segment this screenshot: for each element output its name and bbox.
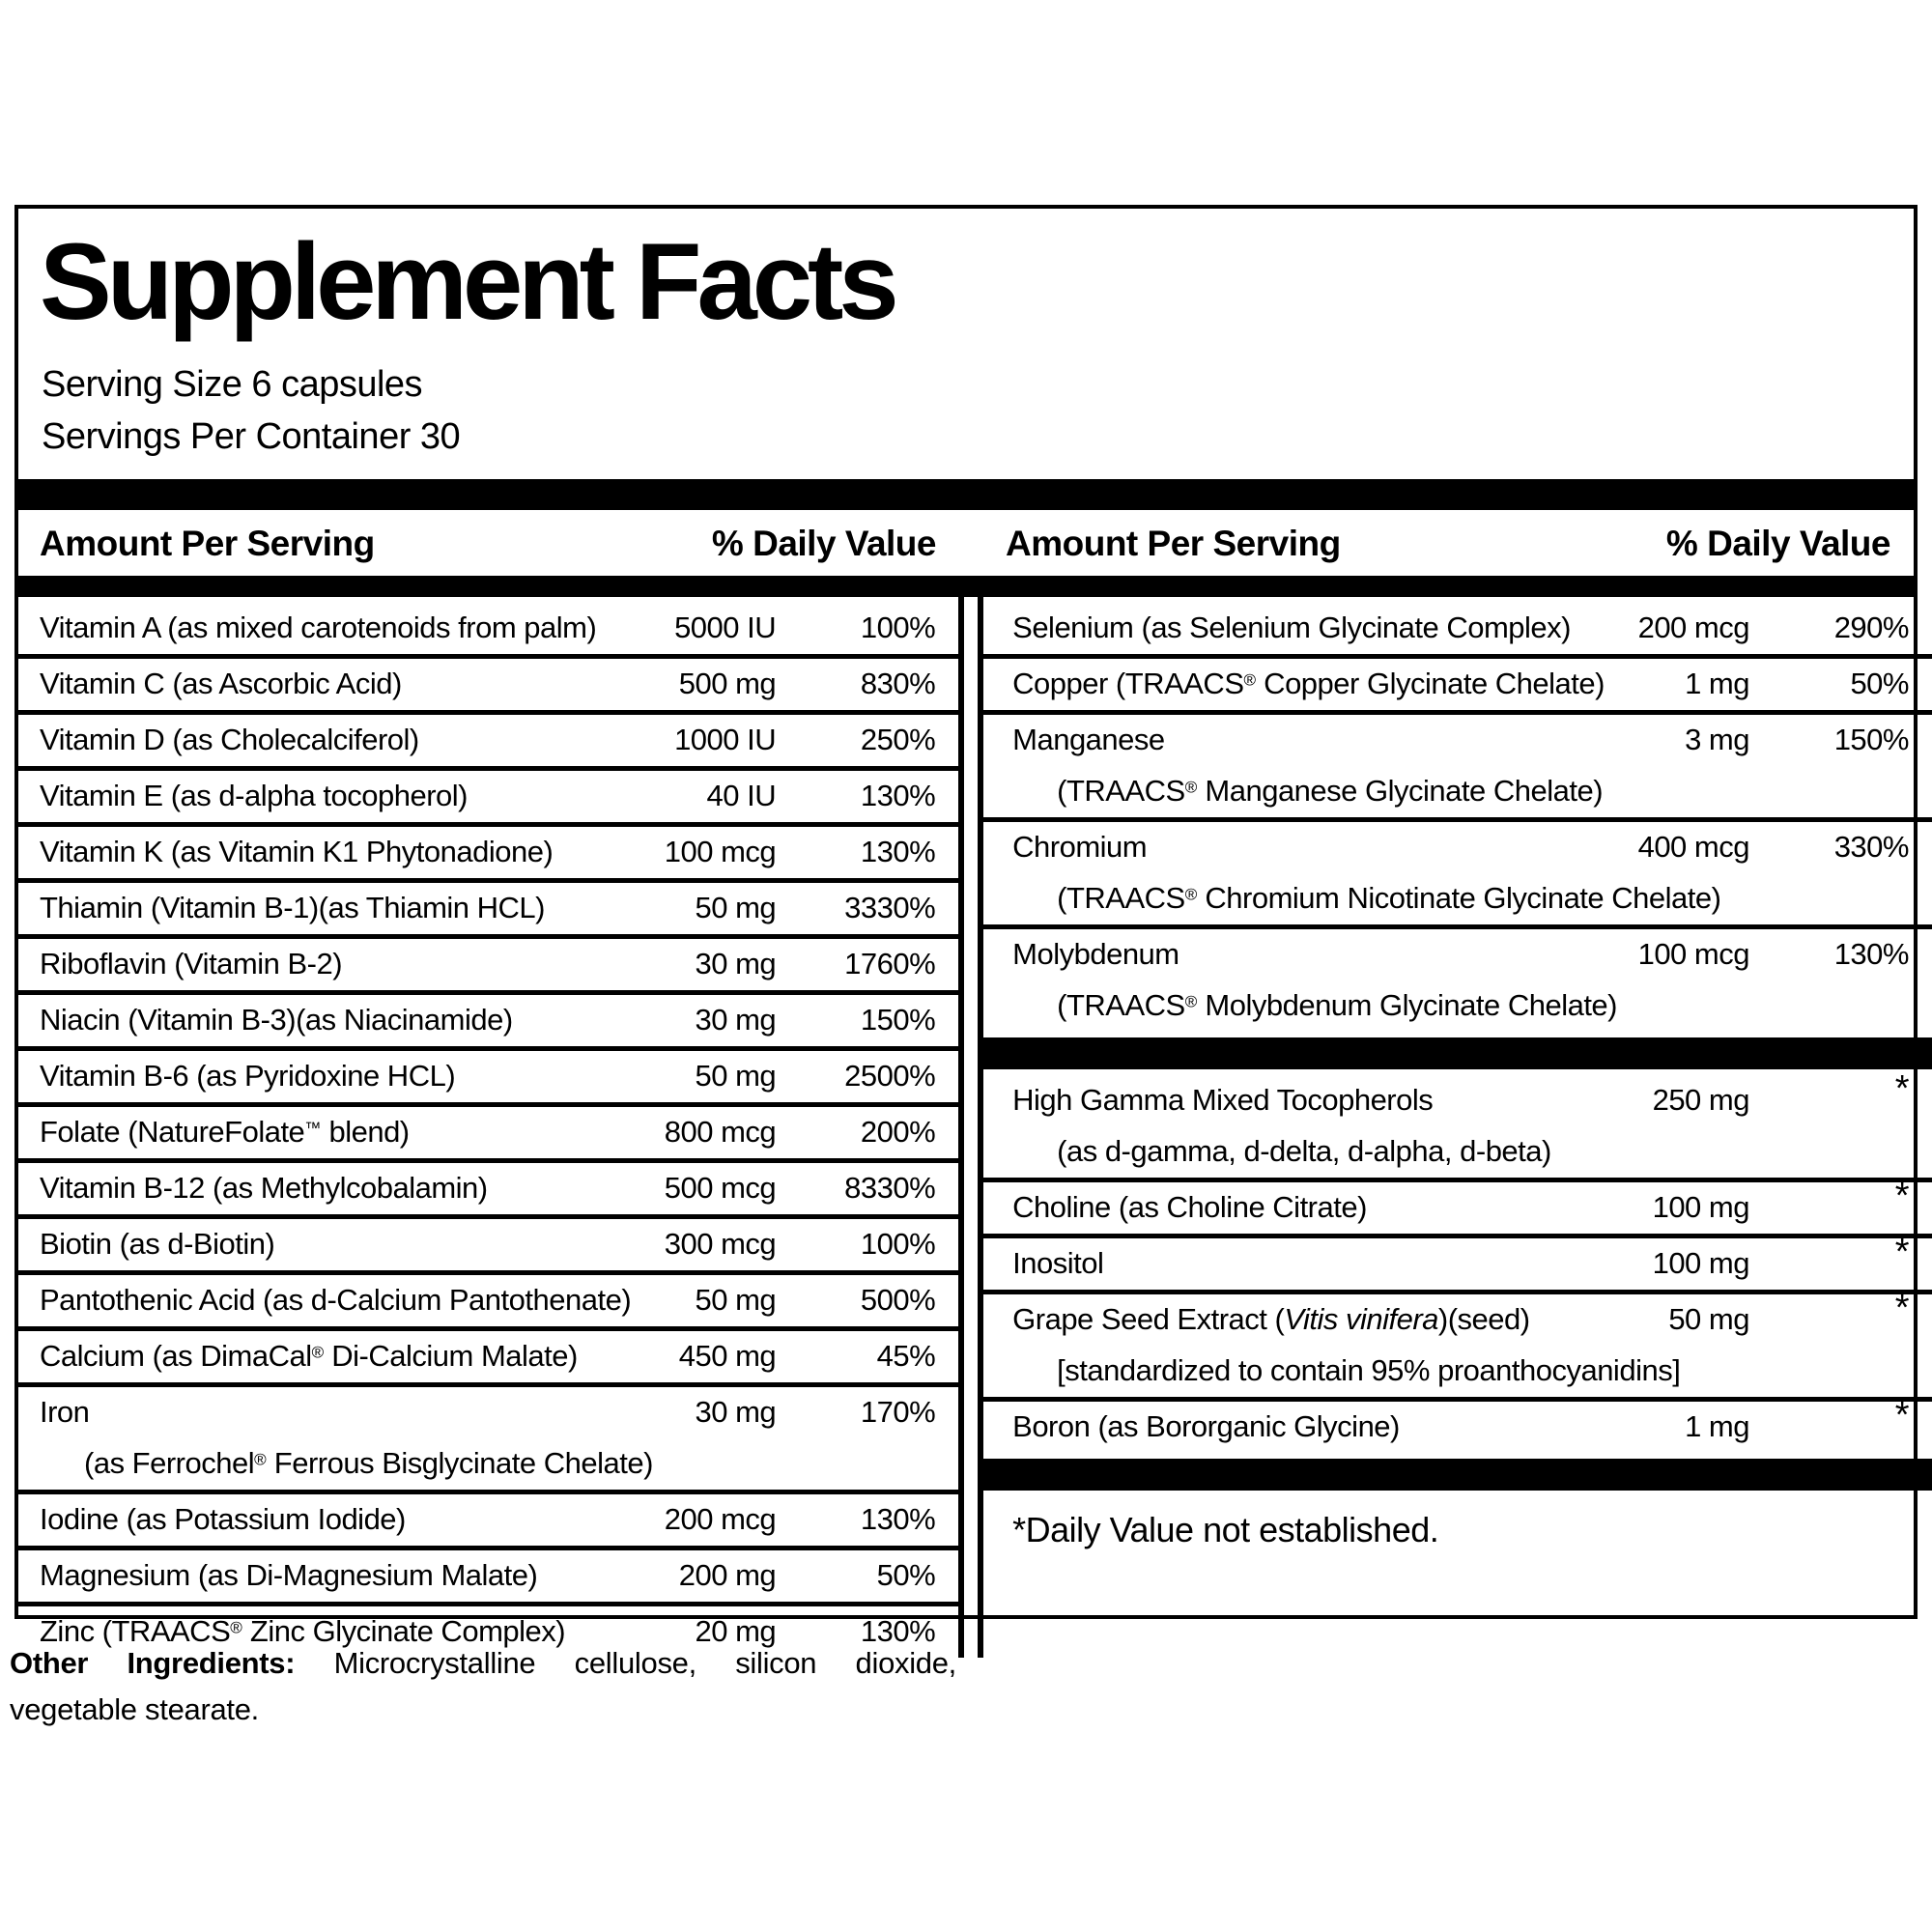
row-amount: 200 mg — [678, 1558, 777, 1593]
row-amount: 500 mg — [678, 667, 777, 701]
row-amount: 800 mcg — [664, 1115, 777, 1150]
servings-per-container: Servings Per Container 30 — [42, 415, 461, 457]
table-row — [40, 827, 935, 878]
table-row — [40, 1219, 935, 1270]
table-row — [1012, 1394, 1909, 1453]
row-daily-value: * — [1894, 1067, 1909, 1109]
row-name: Manganese — [1012, 723, 1165, 757]
registered-symbol: ® — [254, 1450, 267, 1469]
row-subtext-label: (TRAACS® Manganese Glycinate Chelate) — [1057, 774, 1604, 809]
row-subtext-label: [standardized to contain 95% proanthocyanidins] — [1057, 1353, 1681, 1388]
row-name: Folate (NatureFolate™ blend) — [40, 1115, 410, 1150]
row-daily-value: 100% — [860, 611, 936, 645]
row-name: Grape Seed Extract (Vitis vinifera)(seed) — [1012, 1302, 1530, 1337]
right-column-header — [973, 510, 1914, 576]
row-name: Choline (as Choline Citrate) — [1012, 1190, 1367, 1225]
row-daily-value: * — [1894, 1394, 1909, 1435]
table-row — [1012, 659, 1909, 710]
row-amount: 100 mcg — [1637, 937, 1749, 972]
row-name: Biotin (as d-Biotin) — [40, 1227, 275, 1262]
row-daily-value: 50% — [1850, 667, 1909, 701]
table-row — [1012, 603, 1909, 654]
row-name: Zinc (TRAACS® Zinc Glycinate Complex) — [40, 1614, 566, 1649]
row-daily-value: 290% — [1833, 611, 1909, 645]
table-row — [40, 1107, 935, 1158]
left-column-header — [18, 510, 959, 576]
row-name: Selenium (as Selenium Glycinate Complex) — [1012, 611, 1571, 645]
row-daily-value: 130% — [1833, 937, 1909, 972]
supplement-facts-panel — [14, 205, 1918, 1649]
row-daily-value: 45% — [876, 1339, 936, 1374]
nutrient-tables — [18, 597, 1914, 1649]
row-name: Vitamin A (as mixed carotenoids from palm) — [40, 611, 597, 645]
row-daily-value: 170% — [860, 1395, 936, 1430]
table-row — [40, 771, 935, 822]
section-bar — [983, 1459, 1932, 1491]
table-row — [1012, 929, 1909, 980]
section-bar — [983, 1037, 1932, 1069]
registered-symbol: ® — [1184, 992, 1198, 1011]
panel-title: Supplement Facts — [40, 221, 895, 342]
row-amount: 50 mg — [695, 891, 777, 925]
row-name: Pantothenic Acid (as d-Calcium Pantothenate) — [40, 1283, 632, 1318]
row-amount: 50 mg — [695, 1283, 777, 1318]
column-headers — [18, 510, 1914, 576]
divider-bar-top — [18, 479, 1914, 510]
row-daily-value: 250% — [860, 723, 936, 757]
divider-bar-under-headers — [18, 576, 1914, 597]
row-daily-value: 500% — [860, 1283, 936, 1318]
row-subtext-label: (TRAACS® Molybdenum Glycinate Chelate) — [1057, 988, 1617, 1023]
row-amount: 50 mg — [695, 1059, 777, 1094]
row-subtext — [1012, 766, 1909, 817]
row-name: Riboflavin (Vitamin B-2) — [40, 947, 343, 981]
row-daily-value: 130% — [860, 835, 936, 869]
row-amount: 1000 IU — [674, 723, 777, 757]
table-row — [40, 1550, 935, 1602]
row-amount: 40 IU — [706, 779, 777, 813]
row-amount: 100 mg — [1652, 1190, 1749, 1225]
row-amount: 200 mcg — [1637, 611, 1749, 645]
row-subtext — [1012, 1126, 1909, 1178]
registered-symbol: ® — [1184, 778, 1198, 797]
table-row — [1012, 1175, 1909, 1234]
row-amount: 100 mg — [1652, 1246, 1749, 1281]
row-amount: 30 mg — [695, 947, 777, 981]
row-name: High Gamma Mixed Tocopherols — [1012, 1083, 1434, 1118]
row-amount: 30 mg — [695, 1003, 777, 1037]
row-name: Iron — [40, 1395, 90, 1430]
row-name: Copper (TRAACS® Copper Glycinate Chelate) — [1012, 667, 1605, 701]
row-name: Vitamin C (as Ascorbic Acid) — [40, 667, 402, 701]
row-daily-value: 100% — [860, 1227, 936, 1262]
row-amount: 1 mg — [1685, 667, 1749, 701]
row-daily-value: * — [1894, 1287, 1909, 1328]
row-amount: 50 mg — [1668, 1302, 1749, 1337]
table-row — [40, 995, 935, 1046]
table-row — [40, 603, 935, 654]
left-nutrient-table — [18, 597, 964, 1658]
registered-symbol: ® — [1243, 670, 1257, 690]
row-name: Inositol — [1012, 1246, 1104, 1281]
table-row — [1012, 1067, 1909, 1126]
row-subtext-label: (as Ferrochel® Ferrous Bisglycinate Chelate) — [84, 1446, 653, 1481]
daily-value-header: % Daily Value — [1665, 523, 1890, 563]
row-name: Vitamin E (as d-alpha tocopherol) — [40, 779, 469, 813]
amount-per-serving-header: Amount Per Serving — [40, 523, 375, 563]
table-row — [40, 883, 935, 934]
other-ingredients — [10, 1640, 956, 1733]
table-row — [40, 1163, 935, 1214]
table-row — [40, 659, 935, 710]
table-row — [1012, 715, 1909, 766]
row-name: Niacin (Vitamin B-3)(as Niacinamide) — [40, 1003, 513, 1037]
row-amount: 3 mg — [1685, 723, 1749, 757]
table-row — [1012, 1231, 1909, 1290]
table-row — [40, 1331, 935, 1382]
row-daily-value: 2500% — [844, 1059, 936, 1094]
other-ingredients-label: Other Ingredients: — [10, 1646, 296, 1680]
serving-size: Serving Size 6 capsules — [42, 364, 423, 405]
table-row — [40, 715, 935, 766]
row-amount: 100 mcg — [664, 835, 777, 869]
row-daily-value: 150% — [860, 1003, 936, 1037]
other-ingredients-text: Microcrystalline cellulose, silicon dioxide, — [333, 1646, 956, 1680]
row-name: Vitamin B-6 (as Pyridoxine HCL) — [40, 1059, 456, 1094]
registered-symbol: ® — [311, 1343, 325, 1362]
daily-value-header: % Daily Value — [711, 523, 936, 563]
row-daily-value: * — [1894, 1231, 1909, 1272]
row-amount: 20 mg — [695, 1614, 777, 1649]
table-row — [1012, 1287, 1909, 1346]
other-ingredients-line2: vegetable stearate. — [10, 1692, 259, 1727]
row-amount: 5000 IU — [674, 611, 777, 645]
table-row — [1012, 822, 1909, 873]
row-daily-value: 330% — [1833, 830, 1909, 865]
table-row — [40, 1494, 935, 1546]
table-row — [40, 939, 935, 990]
row-daily-value: 150% — [1833, 723, 1909, 757]
row-amount: 200 mcg — [664, 1502, 777, 1537]
right-nutrient-table — [978, 597, 1932, 1658]
amount-per-serving-header: Amount Per Serving — [1006, 523, 1341, 563]
row-amount: 400 mcg — [1637, 830, 1749, 865]
row-name: Vitamin K (as Vitamin K1 Phytonadione) — [40, 835, 554, 869]
row-name: Thiamin (Vitamin B-1)(as Thiamin HCL) — [40, 891, 546, 925]
row-subtext — [1012, 1346, 1909, 1397]
row-name: Calcium (as DimaCal® Di-Calcium Malate) — [40, 1339, 578, 1374]
row-amount: 300 mcg — [664, 1227, 777, 1262]
row-subtext-label: (TRAACS® Chromium Nicotinate Glycinate Chelate) — [1057, 881, 1721, 916]
row-amount: 500 mcg — [664, 1171, 777, 1206]
row-name: Chromium — [1012, 830, 1148, 865]
row-amount: 250 mg — [1652, 1083, 1749, 1118]
row-name: Iodine (as Potassium Iodide) — [40, 1502, 406, 1537]
row-subtext — [1012, 980, 1909, 1032]
row-daily-value: 130% — [860, 1502, 936, 1537]
row-amount: 1 mg — [1685, 1409, 1749, 1444]
row-amount: 450 mg — [678, 1339, 777, 1374]
row-name: Vitamin D (as Cholecalciferol) — [40, 723, 419, 757]
row-daily-value: 130% — [860, 1614, 936, 1649]
registered-symbol: ® — [230, 1618, 242, 1637]
row-daily-value: 1760% — [844, 947, 936, 981]
row-daily-value: 8330% — [844, 1171, 936, 1206]
other-ingredients-line1 — [10, 1640, 956, 1687]
row-daily-value: 3330% — [844, 891, 936, 925]
row-amount: 30 mg — [695, 1395, 777, 1430]
row-daily-value: 200% — [860, 1115, 936, 1150]
row-name: Vitamin B-12 (as Methylcobalamin) — [40, 1171, 488, 1206]
row-daily-value: 830% — [860, 667, 936, 701]
row-daily-value: 50% — [876, 1558, 936, 1593]
row-subtext — [40, 1438, 935, 1490]
table-row — [40, 1387, 935, 1438]
row-daily-value: 130% — [860, 779, 936, 813]
row-subtext-label: (as d-gamma, d-delta, d-alpha, d-beta) — [1057, 1134, 1551, 1169]
row-name: Molybdenum — [1012, 937, 1179, 972]
row-subtext — [1012, 873, 1909, 924]
daily-value-footnote: *Daily Value not established. — [1012, 1509, 1439, 1549]
row-name: Boron (as Bororganic Glycine) — [1012, 1409, 1400, 1444]
registered-symbol: ® — [1184, 885, 1198, 904]
table-row — [40, 1275, 935, 1326]
trademark-symbol: ™ — [304, 1119, 322, 1138]
table-row — [40, 1051, 935, 1102]
row-name: Magnesium (as Di-Magnesium Malate) — [40, 1558, 538, 1593]
row-daily-value: * — [1894, 1175, 1909, 1216]
